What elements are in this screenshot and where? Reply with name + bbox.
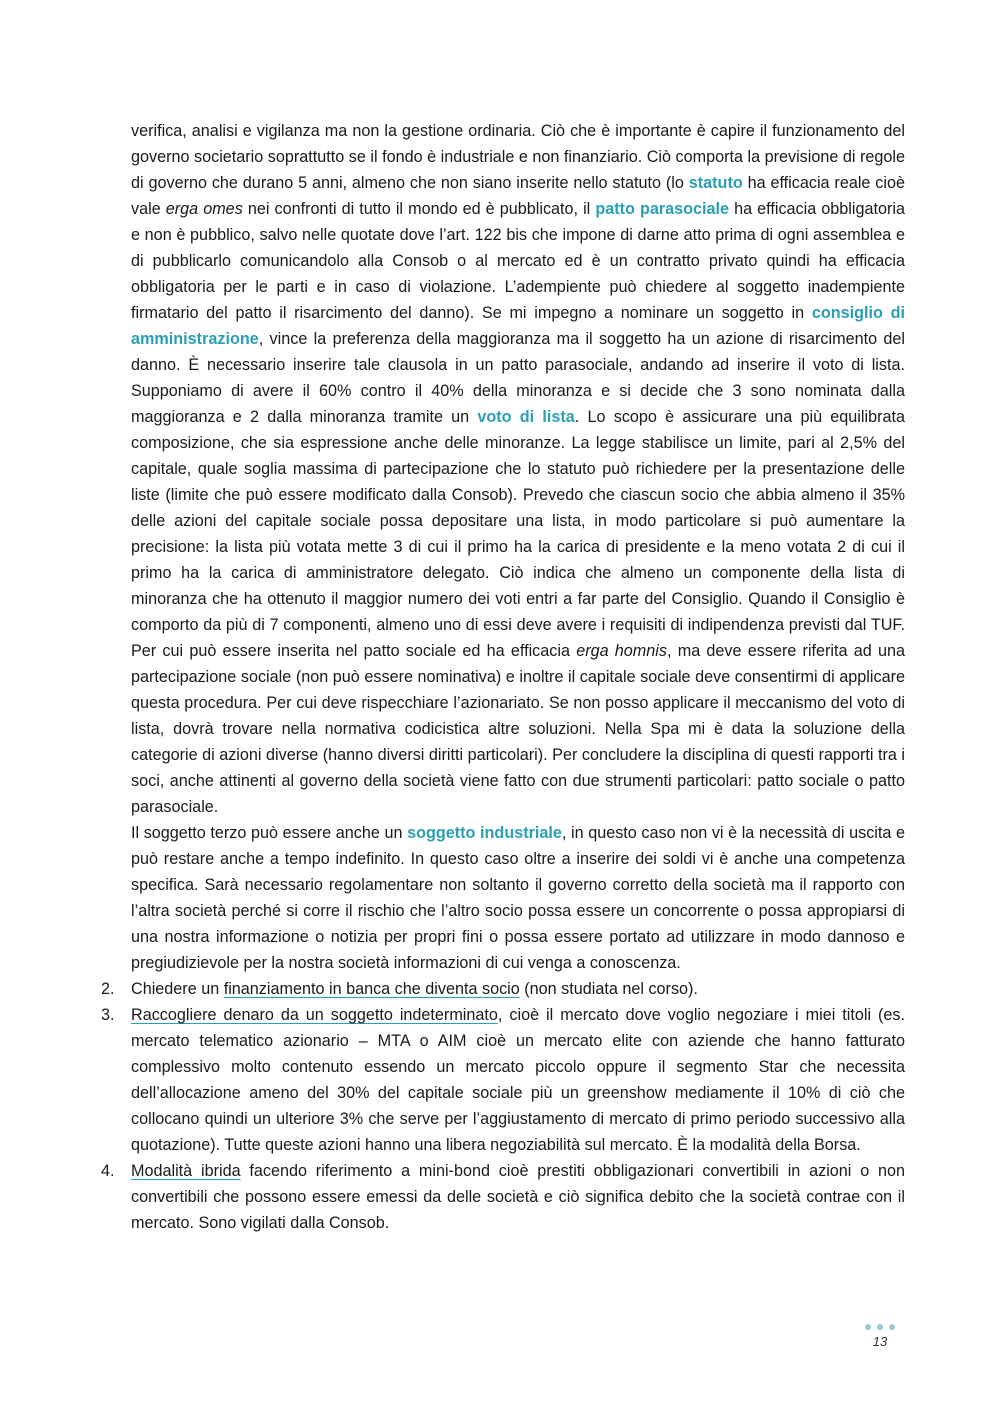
underlined-term: Modalità ibrida	[131, 1162, 241, 1180]
numbered-list	[101, 976, 906, 1236]
text-run: ha efficacia reale cioè vale	[131, 174, 905, 218]
document-body	[101, 118, 906, 1236]
keyword-consiglio-di-amministrazione: consiglio di amministrazione	[131, 304, 905, 348]
dot-icon	[877, 1324, 883, 1330]
emphasis-erga-homnis: erga homnis	[576, 642, 667, 660]
text-run: verifica, analisi e vigilanza ma non la gestione ordinaria. Ciò che è importante è capire il funzionamento del governo societario soprattutto se il fondo è industriale e non finanziario. Ciò comporta la previsione di regole di governo che durano 5 anni, almeno che non siano inserite nello statuto (lo	[131, 122, 905, 192]
text-run: , vince la preferenza della maggioranza ma il soggetto ha un azione di risarcimento del danno. È necessario inserire tale clausola in un patto parasociale, andando ad inserire il voto di lista. Supponiamo di avere il 60% contro il 40% della minoranza e si decide che 3 sono nominata dalla maggioranza e 2 dalla minoranza tramite un	[131, 330, 905, 426]
text-run: Il soggetto terzo può essere anche un	[131, 824, 408, 842]
dot-icon	[865, 1324, 871, 1330]
dot-icon	[889, 1324, 895, 1330]
underlined-term: Raccogliere denaro da un soggetto indeterminato	[131, 1006, 498, 1024]
text-run: , cioè il mercato dove voglio negoziare i miei titoli (es. mercato telematico azionario – MTA o AIM cioè un mercato elite con aziende che hanno fatturato complessivo molto contenuto essendo un mercato piccolo oppure il segmento Star che necessita dell’allocazione ameno del 30% del capitale sociale più un greenshow mediamente il 10% di ciò che collocano quindi un ulteriore 3% che serve per l’aggiustamento di mercato di primo periodo successivo alla quotazione). Tutte queste azioni hanno una libera negoziabilità sul mercato. È la modalità della Borsa.	[131, 1006, 906, 1154]
emphasis-erga-omes: erga omes	[165, 200, 243, 218]
list-number: 2.	[101, 980, 115, 998]
keyword-statuto: statuto	[688, 174, 743, 192]
text-run: , ma deve essere riferita ad una partecipazione sociale (non può essere nominativa) e inoltre il capitale sociale deve consentirmi di applicare questa procedura. Per cui deve rispecchiare l’azionariato. Se non posso applicare il meccanismo del voto di lista, dovrà trovare nella normativa codicistica altre soluzioni. Nella Spa mi è data la soluzione della categorie di azioni diverse (hanno diversi diritti particolari). Per concludere la disciplina di questi rapporti tra i soci, anche attinenti al governo della società viene fatto con due strumenti particolari: patto sociale o patto parasociale.	[131, 642, 905, 816]
paragraph-soggetto-industriale	[131, 820, 905, 976]
paragraph-governance	[131, 118, 905, 820]
text-run: , in questo caso non vi è la necessità di uscita e può restare anche a tempo indefinito. In questo caso oltre a inserire dei soldi vi è anche una competenza specifica. Sarà necessario regolamentare non soltanto il governo corretto della società ma il rapporto con l’altra società perché si corre il rischio che l’altro socio possa essere un concorrente o possa appropiarsi di una nostra informazione o notizia per propri fini o possa essere portato ad utilizzare in modo dannoso e pregiudizievole per la nostra società informazioni di cui venga a conoscenza.	[131, 824, 905, 972]
text-run: (non studiata nel corso).	[519, 980, 698, 998]
text-run: . Lo scopo è assicurare una più equilibrata composizione, che sia espressione anche delle minoranze. La legge stabilisce un limite, pari al 2,5% del capitale, quale soglia massima di partecipazione che lo statuto può richiedere per la presentazione delle liste (limite che può essere modificato dalla Consob). Prevedo che ciascun socio che abbia almeno il 35% delle azioni del capitale sociale possa depositare una lista, in modo particolare si può aumentare la precisione: la lista più votata mette 3 di cui il primo ha la carica di presidente e la meno votata 2 di cui il primo ha la carica di amministratore delegato. Ciò indica che almeno un componente della lista di minoranza che ha ottenuto il maggior numero dei voti entri a far parte del Consiglio. Quando il Consiglio è comporto da più di 7 componenti, almeno uno di essi deve avere i requisiti di indipendenza previsti dal TUF. Per cui può essere inserita nel patto sociale ed ha efficacia	[131, 408, 905, 660]
list-item	[101, 1002, 906, 1158]
text-run: ha efficacia obbligatoria e non è pubblico, salvo nelle quotate dove l’art. 122 bis che impone di darne atto prima di ogni assemblea e di pubblicarlo comunicandolo alla Consob o al mercato ed è un contratto privato quindi ha efficacia obbligatoria per le parti e in caso di violazione. L’adempiente può chiedere al soggetto inadempiente firmatario del patto il risarcimento del danno). Se mi impegno a nominare un soggetto in	[131, 200, 905, 322]
page-footer	[860, 1322, 900, 1349]
ellipsis-dots-icon	[860, 1322, 900, 1332]
list-item	[101, 1158, 906, 1236]
keyword-voto-di-lista: voto di lista	[477, 408, 575, 426]
underlined-term: finanziamento in banca che diventa socio	[223, 980, 520, 998]
text-run: Chiedere un	[131, 980, 224, 998]
keyword-patto-parasociale: patto parasociale	[595, 200, 730, 218]
text-run: nei confronti di tutto il mondo ed è pubblicato, il	[242, 200, 596, 218]
page-number: 13	[872, 1334, 888, 1349]
list-number: 3.	[101, 1006, 115, 1024]
keyword-soggetto-industriale: soggetto industriale	[407, 824, 562, 842]
list-item	[101, 976, 905, 1002]
text-run: facendo riferimento a mini-bond cioè prestiti obbligazionari convertibili in azioni o non convertibili che possono essere emessi da delle società e ciò significa debito che la società contrae con il mercato. Sono vigilati dalla Consob.	[131, 1162, 906, 1232]
list-number: 4.	[101, 1162, 115, 1180]
